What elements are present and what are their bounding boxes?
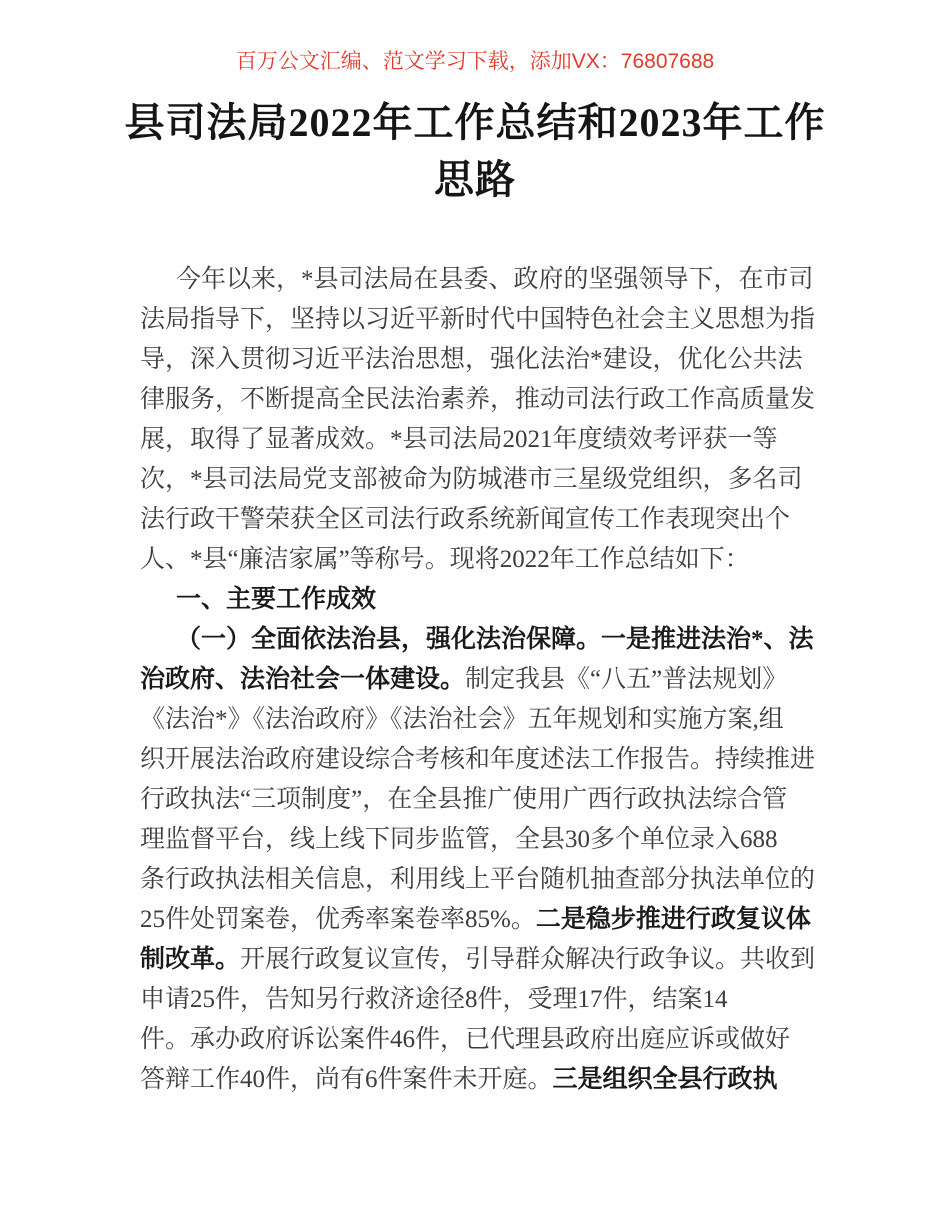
promo-banner [0, 0, 950, 76]
text-line [140, 780, 810, 820]
text-line [140, 900, 810, 940]
bold-text-run: 二是稳步推进行政复议体 [535, 906, 811, 933]
text-run: 法行政干警荣获全区司法行政系统新闻宣传工作表现突出个 [140, 506, 791, 533]
text-line [140, 300, 816, 340]
intro-paragraph [140, 260, 816, 580]
text-line [140, 700, 810, 740]
text-line [140, 1060, 810, 1100]
text-line [140, 580, 810, 620]
text-run: 织开展法治政府建设综合考核和年度述法工作报告。持续推进 [140, 746, 816, 773]
text-line [140, 340, 810, 380]
bold-text-run: 治政府、法治社会一体建设。 [140, 666, 466, 693]
text-line [140, 620, 814, 660]
page-title-line-2: 思路 [434, 157, 516, 202]
bold-text-run: 制改革。 [140, 946, 241, 973]
text-run: 次，*县司法局党支部被命为防城港市三星级党组织，多名司 [140, 466, 803, 493]
text-run: 理监督平台，线上线下同步监管，全县30多个单位录入688 [140, 826, 778, 853]
text-line [140, 420, 810, 460]
text-line [140, 660, 810, 700]
text-run: 人、*县“廉洁家属”等称号。现将2022年工作总结如下： [140, 546, 750, 573]
bold-text-run: 一、主要工作成效 [176, 586, 377, 613]
promo-banner-text: 百万公文汇编、范文学习下载，添加VX：76807688 [235, 50, 715, 73]
text-run: 律服务，不断提高全民法治素养，推动司法行政工作高质量发 [140, 386, 816, 413]
text-run: 展，取得了显著成效。*县司法局2021年度绩效考评获一等 [140, 426, 778, 453]
document-body [140, 260, 816, 1100]
text-line [140, 740, 816, 780]
text-line [140, 820, 810, 860]
text-run: 法局指导下，坚持以习近平新时代中国特色社会主义思想为指 [140, 306, 816, 333]
text-line [140, 460, 810, 500]
text-line [140, 980, 810, 1020]
text-run: 件。承办政府诉讼案件46件，已代理县政府出庭应诉或做好 [140, 1026, 791, 1053]
bold-text-run: （一）全面依法治县，强化法治保障。一是推进法治*、法 [176, 626, 814, 653]
page-title [0, 94, 950, 208]
text-line [140, 860, 816, 900]
text-line [140, 260, 814, 300]
text-run: 开展行政复议宣传，引导群众解决行政争议。共收到 [240, 946, 816, 973]
text-run: 25件处罚案卷，优秀率案卷率85%。 [140, 906, 536, 933]
text-line [140, 1020, 810, 1060]
text-run: 条行政执法相关信息，利用线上平台随机抽查部分执法单位的 [140, 866, 816, 893]
text-run: 申请25件，告知另行救济途径8件，受理17件，结案14 [140, 986, 728, 1013]
section-1-heading [140, 580, 810, 620]
text-run: 导，深入贯彻习近平法治思想，强化法治*建设，优化公共法 [140, 346, 803, 373]
text-run: 答辩工作40件，尚有6件案件未开庭。 [140, 1066, 553, 1093]
text-line [140, 380, 816, 420]
text-run: 今年以来，*县司法局在县委、政府的坚强领导下，在市司 [176, 266, 814, 293]
text-line [140, 500, 810, 540]
text-line [140, 540, 810, 580]
text-run: 制定我县《“八五”普法规划》 [465, 666, 788, 693]
page-title-line-1: 县司法局2022年工作总结和2023年工作 [124, 100, 826, 145]
text-line [140, 940, 816, 980]
text-run: 《法治*》《法治政府》《法治社会》五年规划和实施方案,组 [140, 706, 784, 733]
bold-text-run: 三是组织全县行政执 [552, 1066, 778, 1093]
section-1-1-paragraph [140, 620, 816, 1100]
text-run: 行政执法“三项制度”，在全县推广使用广西行政执法综合管 [140, 786, 788, 813]
